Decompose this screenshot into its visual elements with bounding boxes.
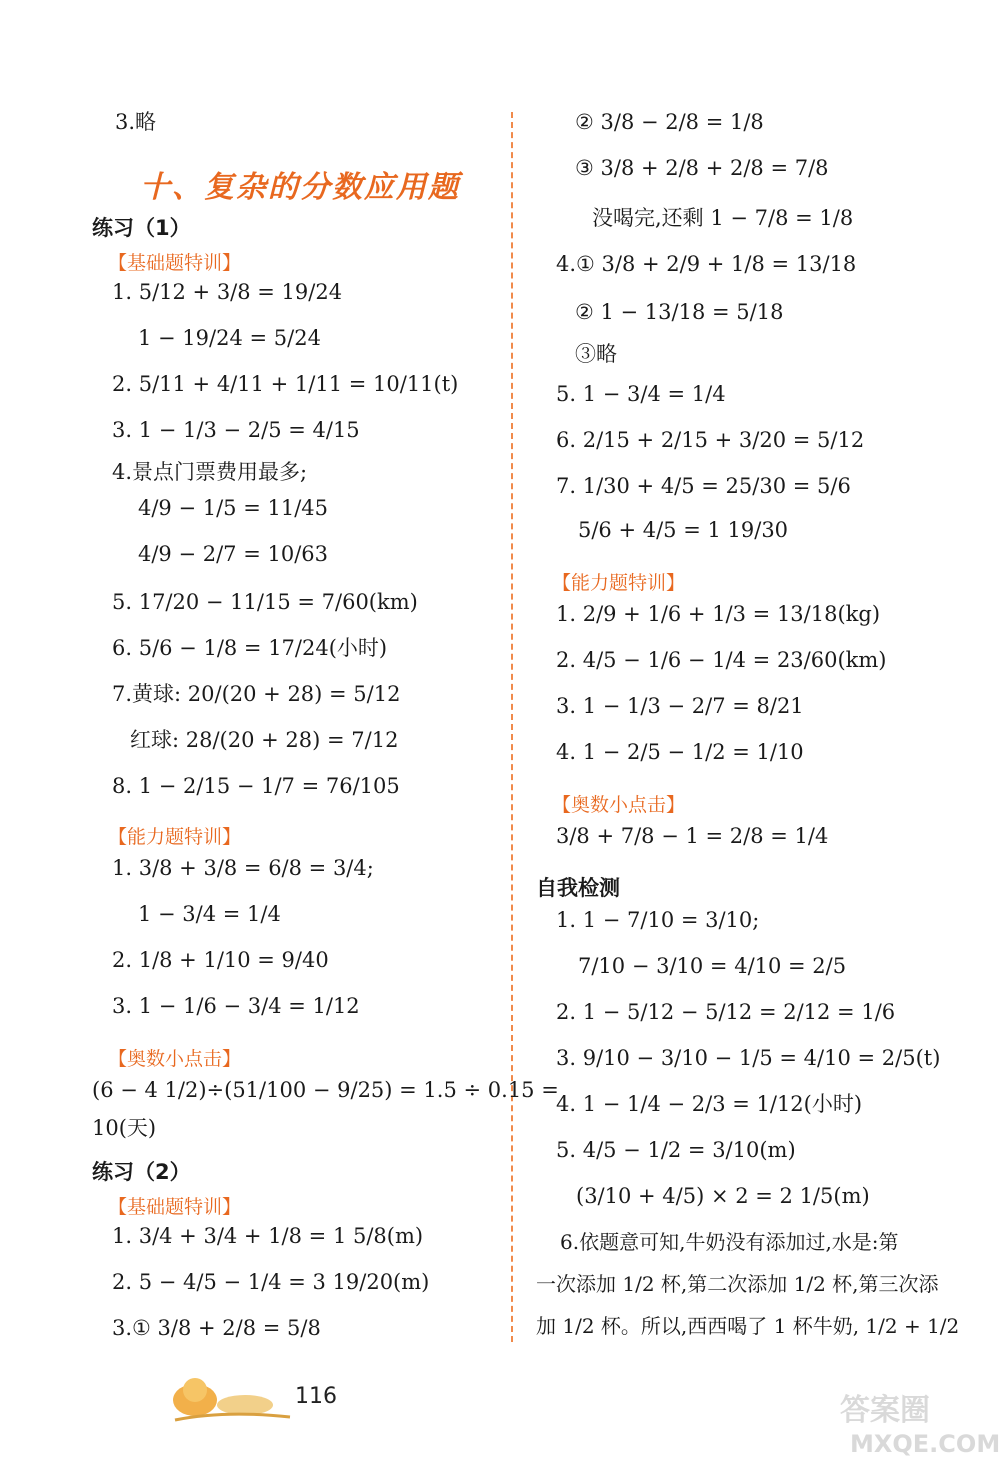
answer-line: (3/10 + 4/5) × 2 = 2 1/5(m) — [576, 1184, 870, 1208]
answer-line: ③ 3/8 + 2/8 + 2/8 = 7/8 — [575, 156, 829, 180]
answer-line: 3.略 — [115, 110, 157, 134]
answer-line: 1. 3/8 + 3/8 = 6/8 = 3/4; — [112, 856, 374, 880]
answer-line: 红球: 28/(20 + 28) = 7/12 — [130, 728, 399, 752]
answer-line: 1 − 19/24 = 5/24 — [138, 326, 321, 350]
column-divider — [511, 112, 513, 1342]
section-heading: 自我检测 — [536, 876, 620, 900]
page-number: 116 — [295, 1384, 337, 1409]
answer-line: 3. 9/10 − 3/10 − 1/5 = 4/10 = 2/5(t) — [556, 1046, 941, 1070]
answer-line: 3.① 3/8 + 2/8 = 5/8 — [112, 1316, 321, 1340]
answer-line: 2. 4/5 − 1/6 − 1/4 = 23/60(km) — [556, 648, 887, 672]
answer-line: 3. 1 − 1/3 − 2/5 = 4/15 — [112, 418, 360, 442]
section-tag: 【能力题特训】 — [108, 826, 242, 848]
chapter-title: 十、复杂的分数应用题 — [140, 170, 460, 205]
section-tag: 【能力题特训】 — [552, 572, 686, 594]
answer-line: 2. 5/11 + 4/11 + 1/11 = 10/11(t) — [112, 372, 459, 396]
answer-line: 8. 1 − 2/15 − 1/7 = 76/105 — [112, 774, 400, 798]
watermark-logo: 答案圈 — [840, 1393, 930, 1428]
answer-line: 2. 1/8 + 1/10 = 9/40 — [112, 948, 329, 972]
answer-line: 7.黄球: 20/(20 + 28) = 5/12 — [112, 682, 401, 706]
answer-line: 6. 2/15 + 2/15 + 3/20 = 5/12 — [556, 428, 865, 452]
answer-line: 没喝完,还剩 1 − 7/8 = 1/8 — [592, 206, 854, 230]
section-heading: 练习（1） — [92, 216, 191, 240]
answer-line: 6. 5/6 − 1/8 = 17/24(小时) — [112, 636, 388, 660]
answer-line: 6.依题意可知,牛奶没有添加过,水是:第 — [560, 1230, 899, 1254]
answer-line: 3. 1 − 1/6 − 3/4 = 1/12 — [112, 994, 360, 1018]
section-tag: 【奥数小点击】 — [552, 794, 686, 816]
answer-line: 1. 5/12 + 3/8 = 19/24 — [112, 280, 343, 304]
answer-line: 3/8 + 7/8 − 1 = 2/8 = 1/4 — [556, 824, 829, 848]
answer-line: 1. 1 − 7/10 = 3/10; — [556, 908, 760, 932]
answer-line: 1 − 3/4 = 1/4 — [138, 902, 281, 926]
answer-line: 5. 1 − 3/4 = 1/4 — [556, 382, 726, 406]
section-tag: 【奥数小点击】 — [108, 1048, 242, 1070]
answer-line: 5/6 + 4/5 = 1 19/30 — [578, 518, 789, 542]
answer-line: 1. 3/4 + 3/4 + 1/8 = 1 5/8(m) — [112, 1224, 424, 1248]
section-tag: 【基础题特训】 — [108, 1196, 242, 1218]
answer-line: 1. 2/9 + 1/6 + 1/3 = 13/18(kg) — [556, 602, 881, 626]
answer-line: 2. 1 − 5/12 − 5/12 = 2/12 = 1/6 — [556, 1000, 896, 1024]
section-heading: 练习（2） — [92, 1160, 191, 1184]
answer-line: 2. 5 − 4/5 − 1/4 = 3 19/20(m) — [112, 1270, 430, 1294]
answer-line: 7/10 − 3/10 = 4/10 = 2/5 — [578, 954, 847, 978]
answer-line: 5. 4/5 − 1/2 = 3/10(m) — [556, 1138, 796, 1162]
answer-line: 3. 1 − 1/3 − 2/7 = 8/21 — [556, 694, 804, 718]
answer-line: 7. 1/30 + 4/5 = 25/30 = 5/6 — [556, 474, 851, 498]
answer-line: ② 1 − 13/18 = 5/18 — [575, 300, 784, 324]
answer-line: 4/9 − 1/5 = 11/45 — [138, 496, 329, 520]
answer-line: 4. 1 − 1/4 − 2/3 = 1/12(小时) — [556, 1092, 863, 1116]
answer-line: 4.① 3/8 + 2/9 + 1/8 = 13/18 — [556, 252, 857, 276]
answer-line: ② 3/8 − 2/8 = 1/8 — [575, 110, 764, 134]
answer-line: (6 − 4 1/2)÷(51/100 − 9/25) = 1.5 ÷ 0.15 = — [92, 1078, 559, 1102]
answer-line: 一次添加 1/2 杯,第二次添加 1/2 杯,第三次添 — [536, 1272, 939, 1296]
answer-line: 5. 17/20 − 11/15 = 7/60(km) — [112, 590, 418, 614]
watermark-url: MXQE.COM — [850, 1430, 1000, 1458]
cartoon-logo-icon — [165, 1365, 295, 1425]
answer-line: 4.景点门票费用最多; — [112, 460, 308, 484]
section-tag: 【基础题特训】 — [108, 252, 242, 274]
answer-line: 4. 1 − 2/5 − 1/2 = 1/10 — [556, 740, 804, 764]
answer-line: ③略 — [575, 342, 617, 366]
answer-line: 10(天) — [92, 1116, 157, 1140]
answer-line: 4/9 − 2/7 = 10/63 — [138, 542, 329, 566]
answer-line: 加 1/2 杯。所以,西西喝了 1 杯牛奶, 1/2 + 1/2 — [536, 1314, 960, 1338]
